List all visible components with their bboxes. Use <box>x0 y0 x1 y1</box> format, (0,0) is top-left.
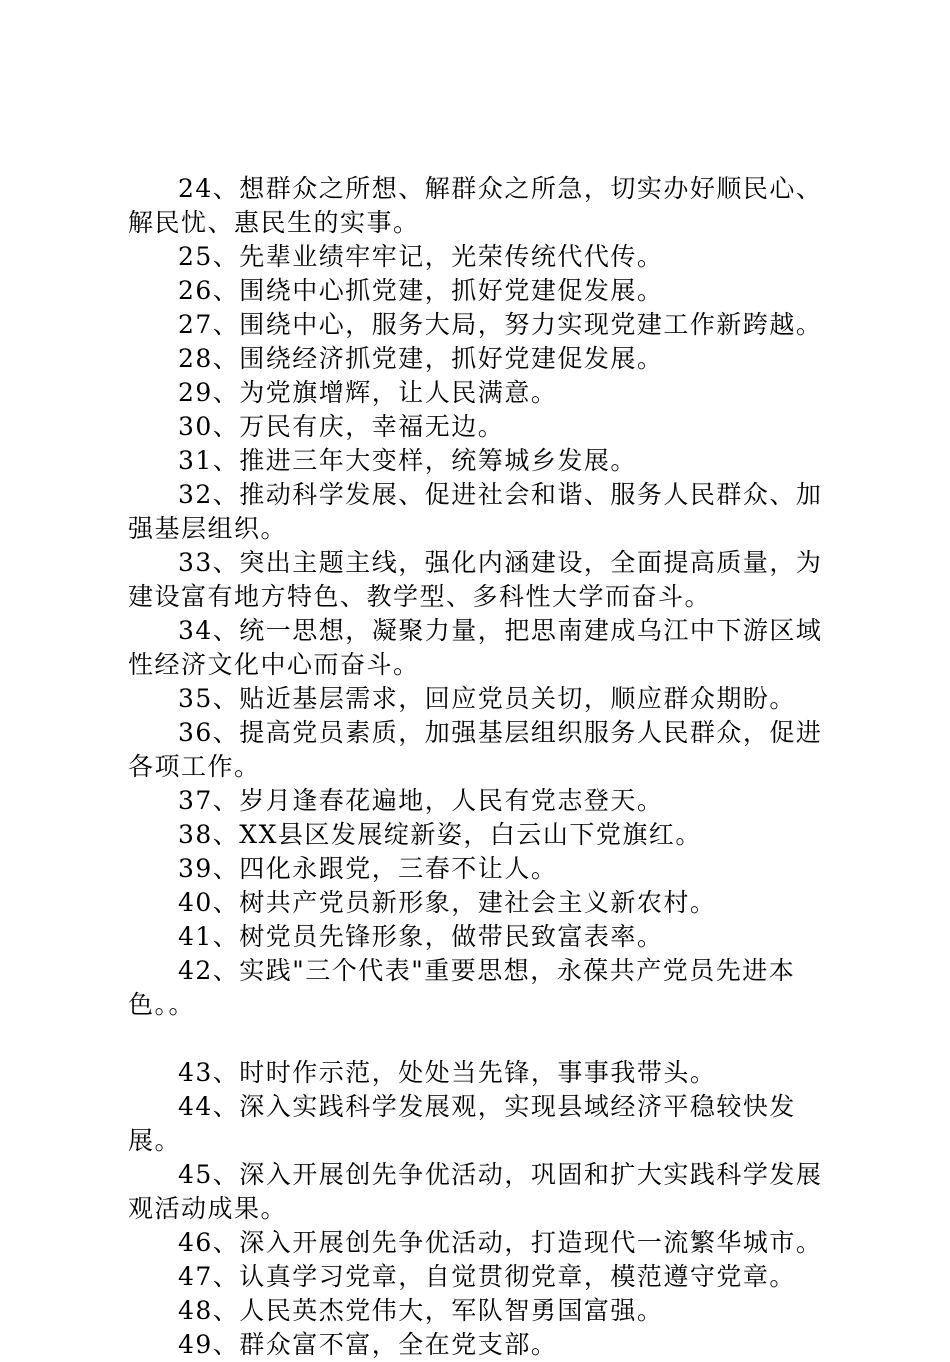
list-item: 33、突出主题主线，强化内涵建设，全面提高质量，为建设富有地方特色、教学型、多科性大学而奋斗。 <box>128 548 823 611</box>
list-item: 38、XX县区发展绽新姿，白云山下党旗红。 <box>178 820 702 849</box>
list-item: 41、树党员先锋形象，做带民致富表率。 <box>178 922 664 951</box>
list-item: 28、围绕经济抓党建，抓好党建促发展。 <box>178 344 664 373</box>
list-item: 42、实践"三个代表"重要思想，永葆共产党员先进本色。。 <box>128 956 796 1019</box>
list-item: 34、统一思想，凝聚力量，把思南建成乌江中下游区域性经济文化中心而奋斗。 <box>128 616 823 679</box>
document-body <box>128 172 838 1362</box>
list-item: 44、深入实践科学发展观，实现县域经济平稳较快发展。 <box>128 1092 796 1155</box>
list-item: 45、深入开展创先争优活动，巩固和扩大实践科学发展观活动成果。 <box>128 1160 823 1223</box>
list-item: 36、提高党员素质，加强基层组织服务人民群众，促进各项工作。 <box>128 718 823 781</box>
list-item: 46、深入开展创先争优活动，打造现代一流繁华城市。 <box>178 1228 823 1257</box>
list-item: 32、推动科学发展、促进社会和谐、服务人民群众、加强基层组织。 <box>128 480 823 543</box>
list-item: 43、时时作示范，处处当先锋，事事我带头。 <box>178 1058 717 1087</box>
list-item: 29、为党旗增辉，让人民满意。 <box>178 378 558 407</box>
list-item: 35、贴近基层需求，回应党员关切，顺应群众期盼。 <box>178 684 796 713</box>
list-item: 25、先辈业绩牢牢记，光荣传统代代传。 <box>178 242 664 271</box>
list-item: 48、人民英杰党伟大，军队智勇国富强。 <box>178 1296 664 1325</box>
list-item: 26、围绕中心抓党建，抓好党建促发展。 <box>178 276 664 305</box>
list-item: 24、想群众之所想、解群众之所急，切实办好顺民心、解民忧、惠民生的实事。 <box>128 174 823 237</box>
list-item: 47、认真学习党章，自觉贯彻党章，模范遵守党章。 <box>178 1262 796 1291</box>
list-item: 49、群众富不富，全在党支部。 <box>178 1330 558 1359</box>
list-item: 39、四化永跟党，三春不让人。 <box>178 854 558 883</box>
list-item: 37、岁月逢春花遍地，人民有党志登天。 <box>178 786 664 815</box>
list-item: 31、推进三年大变样，统筹城乡发展。 <box>178 446 637 475</box>
list-item: 40、树共产党员新形象，建社会主义新农村。 <box>178 888 717 917</box>
list-item: 27、围绕中心，服务大局，努力实现党建工作新跨越。 <box>178 310 823 339</box>
list-item: 30、万民有庆，幸福无边。 <box>178 412 505 441</box>
